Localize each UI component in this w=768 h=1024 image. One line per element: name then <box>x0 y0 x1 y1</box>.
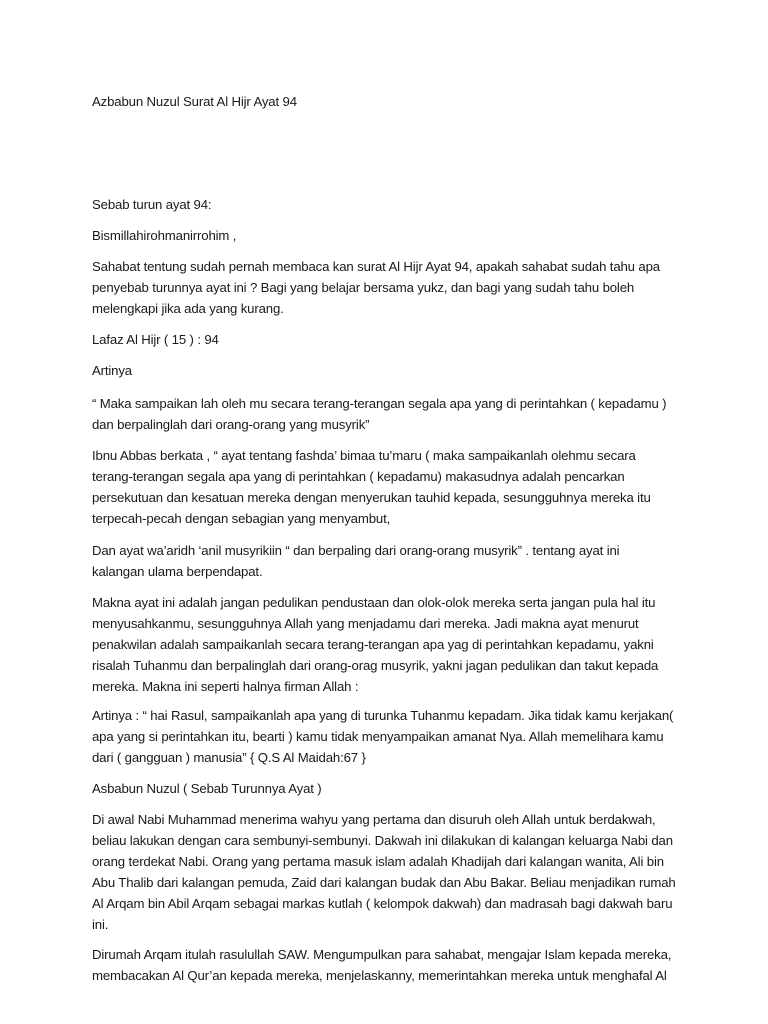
document-title: Azbabun Nuzul Surat Al Hijr Ayat 94 <box>92 94 297 109</box>
paragraph-artinya-maidah <box>92 705 673 768</box>
paragraph-sebab-turun <box>92 194 211 215</box>
text-line: orang terdekat Nabi. Orang yang pertama masuk islam adalah Khadijah dari kalangan wanita, Ali bin <box>92 854 664 869</box>
text-line: kalangan ulama berpendapat. <box>92 564 263 579</box>
text-line: risalah Tuhanmu dan berpalinglah dari orang-orag musyrik, yakni jagan pedulikan dan takut kepada <box>92 658 659 673</box>
text-line: Makna ayat ini adalah jangan pedulikan pendustaan dan olok-olok mereka serta jangan pula hal itu <box>92 595 656 610</box>
text-line: terpecah-pecah dengan sebagian yang menyambut, <box>92 511 391 526</box>
text-line: Sahabat tentung sudah pernah membaca kan surat Al Hijr Ayat 94, apakah sahabat sudah tahu apa <box>92 259 660 274</box>
text-line: mereka. Makna ini seperti halnya firman Allah : <box>92 679 359 694</box>
text-line: apa yang si perintahkan itu, bearti ) kamu tidak menyampaikan amanat Nya. Allah memelihara kamu <box>92 729 664 744</box>
paragraph-translation <box>92 393 666 435</box>
text-line: Sebab turun ayat 94: <box>92 197 212 212</box>
text-line: Di awal Nabi Muhammad menerima wahyu yang pertama dan disuruh oleh Allah untuk berdakwah, <box>92 812 656 827</box>
text-line: Asbabun Nuzul ( Sebab Turunnya Ayat ) <box>92 781 322 796</box>
paragraph-artinya-label <box>92 360 132 381</box>
paragraph-intro <box>92 256 660 319</box>
text-line: Bismillahirohmanirrohim , <box>92 228 237 243</box>
text-line: Artinya <box>92 363 132 378</box>
text-line: dan berpalinglah dari orang-orang yang musyrik” <box>92 417 370 432</box>
paragraph-awal-dakwah <box>92 809 676 935</box>
text-line: Dirumah Arqam itulah rasulullah SAW. Mengumpulkan para sahabat, mengajar Islam kepada mereka, <box>92 947 672 962</box>
text-line: ini. <box>92 917 109 932</box>
text-line: Lafaz Al Hijr ( 15 ) : 94 <box>92 332 219 347</box>
text-line: Artinya : “ hai Rasul, sampaikanlah apa yang di turunka Tuhanmu kepadam. Jika tidak kamu kerjakan( <box>92 708 674 723</box>
text-line: Abu Thalib dari kalangan pemuda, Zaid dari kalangan budak dan Abu Bakar. Beliau menjadikan rumah <box>92 875 676 890</box>
text-line: beliau lakukan dengan cara sembunyi-sembunyi. Dakwah ini dilakukan di kalangan keluarga Nabi dan <box>92 833 673 848</box>
paragraph-rumah-arqam <box>92 944 671 986</box>
paragraph-ayat-waaridh <box>92 540 619 582</box>
text-line: dari ( gangguan ) manusia” { Q.S Al Maidah:67 } <box>92 750 366 765</box>
paragraph-bismillah <box>92 225 236 246</box>
paragraph-ibnu-abbas <box>92 445 651 529</box>
text-line: penakwilan adalah sampaikanlah secara terang-terangan apa yag di perintahkan kepadamu, yakni <box>92 637 654 652</box>
text-line: terang-terangan segala apa yang di perintahkan ( kepadamu) makasudnya adalah pencarkan <box>92 469 625 484</box>
text-line: penyebab turunnya ayat ini ? Bagi yang belajar bersama yukz, dan bagi yang sudah tahu boleh <box>92 280 635 295</box>
text-line: membacakan Al Qur’an kepada mereka, menjelaskanny, memerintahkan mereka untuk menghafal Al <box>92 968 667 983</box>
paragraph-lafaz <box>92 329 219 350</box>
text-line: menyusahkanmu, sesungguhnya Allah yang menjadamu dari mereka. Jadi makna ayat menurut <box>92 616 639 631</box>
text-line: “ Maka sampaikan lah oleh mu secara terang-terangan segala apa yang di perintahkan ( kepadamu ) <box>92 396 667 411</box>
paragraph-asbabun-heading <box>92 778 322 799</box>
text-line: Ibnu Abbas berkata , “ ayat tentang fashda’ bimaa tu’maru ( maka sampaikanlah olehmu secara <box>92 448 636 463</box>
paragraph-makna <box>92 592 658 697</box>
text-line: persekutuan dan kesatuan mereka dengan menyerukan tauhid kepada, sesungguhnya mereka itu <box>92 490 651 505</box>
text-line: Al Arqam bin Abil Arqam sebagai markas kutlah ( kelompok dakwah) dan madrasah bagi dakwah baru <box>92 896 673 911</box>
text-line: Dan ayat wa’aridh ‘anil musyrikiin “ dan berpaling dari orang-orang musyrik” . tentang ayat ini <box>92 543 620 558</box>
text-line: melengkapi jika ada yang kurang. <box>92 301 284 316</box>
